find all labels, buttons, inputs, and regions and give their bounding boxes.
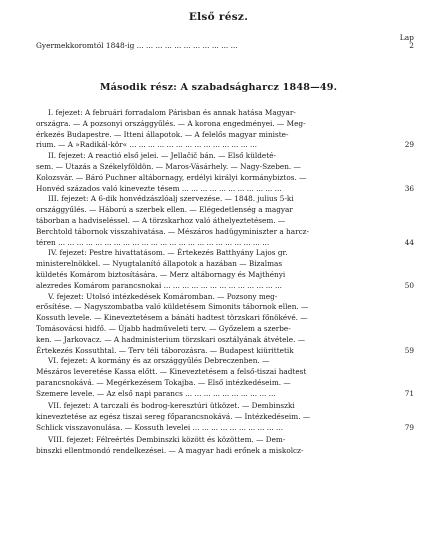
toc-line-text: Honvéd százados való kinevezte tésem ... ... ... ... ... ... ... ... ... ... ... (36, 183, 282, 193)
toc-line-text: küldetés Komárom biztosítására. — Merz altábornagy és Majthényi (36, 269, 286, 279)
toc-text-line (36, 216, 414, 227)
toc-page-number: 50 (402, 281, 414, 292)
part1-title: Első rész. (188, 11, 249, 23)
toc-line-text: kineveztetése az egész tiszai sereg főparancsnokává. — Intézkedéseim. — (36, 411, 311, 421)
toc-text-line (36, 227, 414, 238)
toc-line-text: téren ... ... ... ... ... ... ... ... ... ... ... ... ... ... ... ... ... ... ... ... ... ... ... (36, 237, 270, 247)
toc-text-line (36, 389, 414, 400)
toc-line-text: VIII. fejezet: Félreértés Dembinszki között és közöttem. — Dem- (48, 434, 286, 444)
toc-line-text: VI. fejezet: A kormány és az országgyűlés Debreczenben. — (48, 356, 270, 366)
toc-line-text: erősítése. — Nagyszombatba való küldetésem Simonits tábornok ellen. — (36, 302, 309, 312)
toc-text-line (36, 130, 414, 141)
toc-text-line (36, 259, 414, 270)
toc-text-line (36, 270, 414, 281)
toc-line-text: I. fejezet: A februári forradalom Párisban és annak hatása Magyar- (48, 108, 296, 117)
toc-text-line (36, 446, 414, 457)
toc-page-number: 79 (402, 423, 414, 434)
toc-page-number: 36 (402, 184, 414, 195)
toc-text-line (36, 378, 414, 389)
toc-text-line (36, 205, 414, 216)
toc-line-text: országra. — A pozsonyi országgyűlés. — A korona engedményei. — Meg- (36, 118, 306, 128)
toc-page-number: 29 (402, 140, 414, 151)
toc-line-text: országgyűlés. — Háború a szerbek ellen. — Elégedetlenség a magyar (36, 205, 293, 215)
toc-text-line (36, 324, 414, 335)
toc-line-text: Szemere levele. — Az első napi parancs ... ... ... ... ... ... ... ... ... ... (36, 388, 276, 398)
toc-text-line (36, 401, 414, 412)
toc-text-line (36, 412, 414, 423)
toc-line-text: IV. fejezet: Pestre hivattatásom. — Értekezés Batthyány Lajos gr. (48, 248, 288, 258)
toc-text-line (36, 119, 414, 130)
toc-line-text: Mészáros leveretése Kassa előtt. — Kineveztetésem a felső-tiszai hadtest (36, 367, 307, 377)
toc-text-line (36, 302, 414, 313)
toc-text-line (36, 173, 414, 184)
toc-line-text: Kolozsvár. — Báró Puchner altábornagy, erdélyi királyi kormánybiztos. — (36, 172, 307, 182)
toc-line-text: VII. fejezet: A tarczali és bodrog-keresztúri ütközet. — Dembinszki (48, 401, 295, 411)
toc-page-number: 44 (402, 238, 414, 249)
toc-line-text: sem. — Utazás a Székelyföldön. — Maros-Vásárhely. — Nagy-Szeben. — (36, 161, 301, 171)
toc-line-text: III. fejezet: A 6-dik honvédzászlóalj szervezése. — 1848. julius 5-ki (48, 194, 294, 204)
page-column-label: Lap (399, 33, 414, 42)
toc-line-text: táborban a hadviseléssel. — A törzskarhoz való áthelyeztetésem. — (36, 215, 286, 225)
toc-text-line (36, 184, 414, 195)
toc-text-line (36, 108, 414, 119)
toc-text-line (36, 292, 414, 303)
toc-text-line (36, 423, 414, 434)
toc-text-line (36, 281, 414, 292)
toc-text-line (36, 367, 414, 378)
toc-text-line (36, 435, 414, 446)
toc-text-line (36, 346, 414, 357)
toc-line-text: Értekezés Kossuthtal. — Terv téli táborozásra. — Budapest kiürittetik (36, 345, 294, 355)
toc-text-line (36, 335, 414, 346)
toc-line-text: érkezés Budapestre. — Itteni állapotok. — A felelős magyar ministe- (36, 129, 289, 139)
toc-page-number: 59 (402, 346, 414, 357)
toc-line-text: rium. — A »Radikál-kör« ... ... ... ... ... ... ... ... ... ... ... ... ... ... (36, 140, 257, 150)
toc-text-line (36, 151, 414, 162)
toc-line-text: II. fejezet: A reactió első jelei. — Jellačič bán. — Első küldeté- (48, 151, 276, 161)
toc-line-text: Berchtold tábornok visszahivatása. — Mészáros hadügyminiszter a harcz- (36, 226, 309, 236)
toc-line-text: Schlick visszavonulása. — Kossuth levelei ... ... ... ... ... ... ... ... ... ... (36, 422, 284, 432)
toc-line-text: parancsnokává. — Megérkezésem Tokajba. — Első intézkedéseim. — (36, 377, 291, 387)
toc-line-text: binszki ellentmondó rendelkezései. — A magyar hadi erőnek a miskolcz- (36, 445, 304, 455)
part1-entry (36, 41, 414, 52)
toc-page-number: 71 (402, 389, 414, 400)
toc-line-text: ministerelnökkel. — Nyugtalanító állapotok a hazában — Bizalmas (36, 259, 283, 269)
toc-line-text: alezredes Komárom parancsnokai ... ... ... ... ... ... ... ... ... ... ... ... ... (36, 280, 282, 290)
part2-chapter-list (36, 108, 414, 457)
toc-line-text: Kossuth levele. — Kineveztetésem a bánáti hadtest törzskari főnökévé. — (36, 313, 308, 323)
part1-entry-leader: ... ... ... ... ... ... ... ... ... ... ... (134, 41, 238, 50)
part1-entry-page: 2 (409, 41, 414, 50)
part2-title: Második rész: A szabadságharcz 1848—49. (99, 82, 338, 93)
toc-line-text: Tomásovácsi hidfő. — Újabb hadműveleti terv. — Győzelem a szerbe- (36, 323, 291, 333)
toc-text-line (36, 248, 414, 259)
toc-line-text: V. fejezet: Utolsó intézkedések Komáromban. — Pozsony meg- (48, 291, 278, 301)
toc-text-line (36, 356, 414, 367)
toc-text-line (36, 162, 414, 173)
toc-line-text: ken. — Jarkovacz. — A hadministerium törzskari osztályának átvétele. — (36, 334, 306, 344)
toc-text-line (36, 194, 414, 205)
toc-text-line (36, 313, 414, 324)
toc-text-line (36, 140, 414, 151)
toc-text-line (36, 238, 414, 249)
part1-entry-text: Gyermekkoromtól 1848-ig (36, 41, 135, 50)
